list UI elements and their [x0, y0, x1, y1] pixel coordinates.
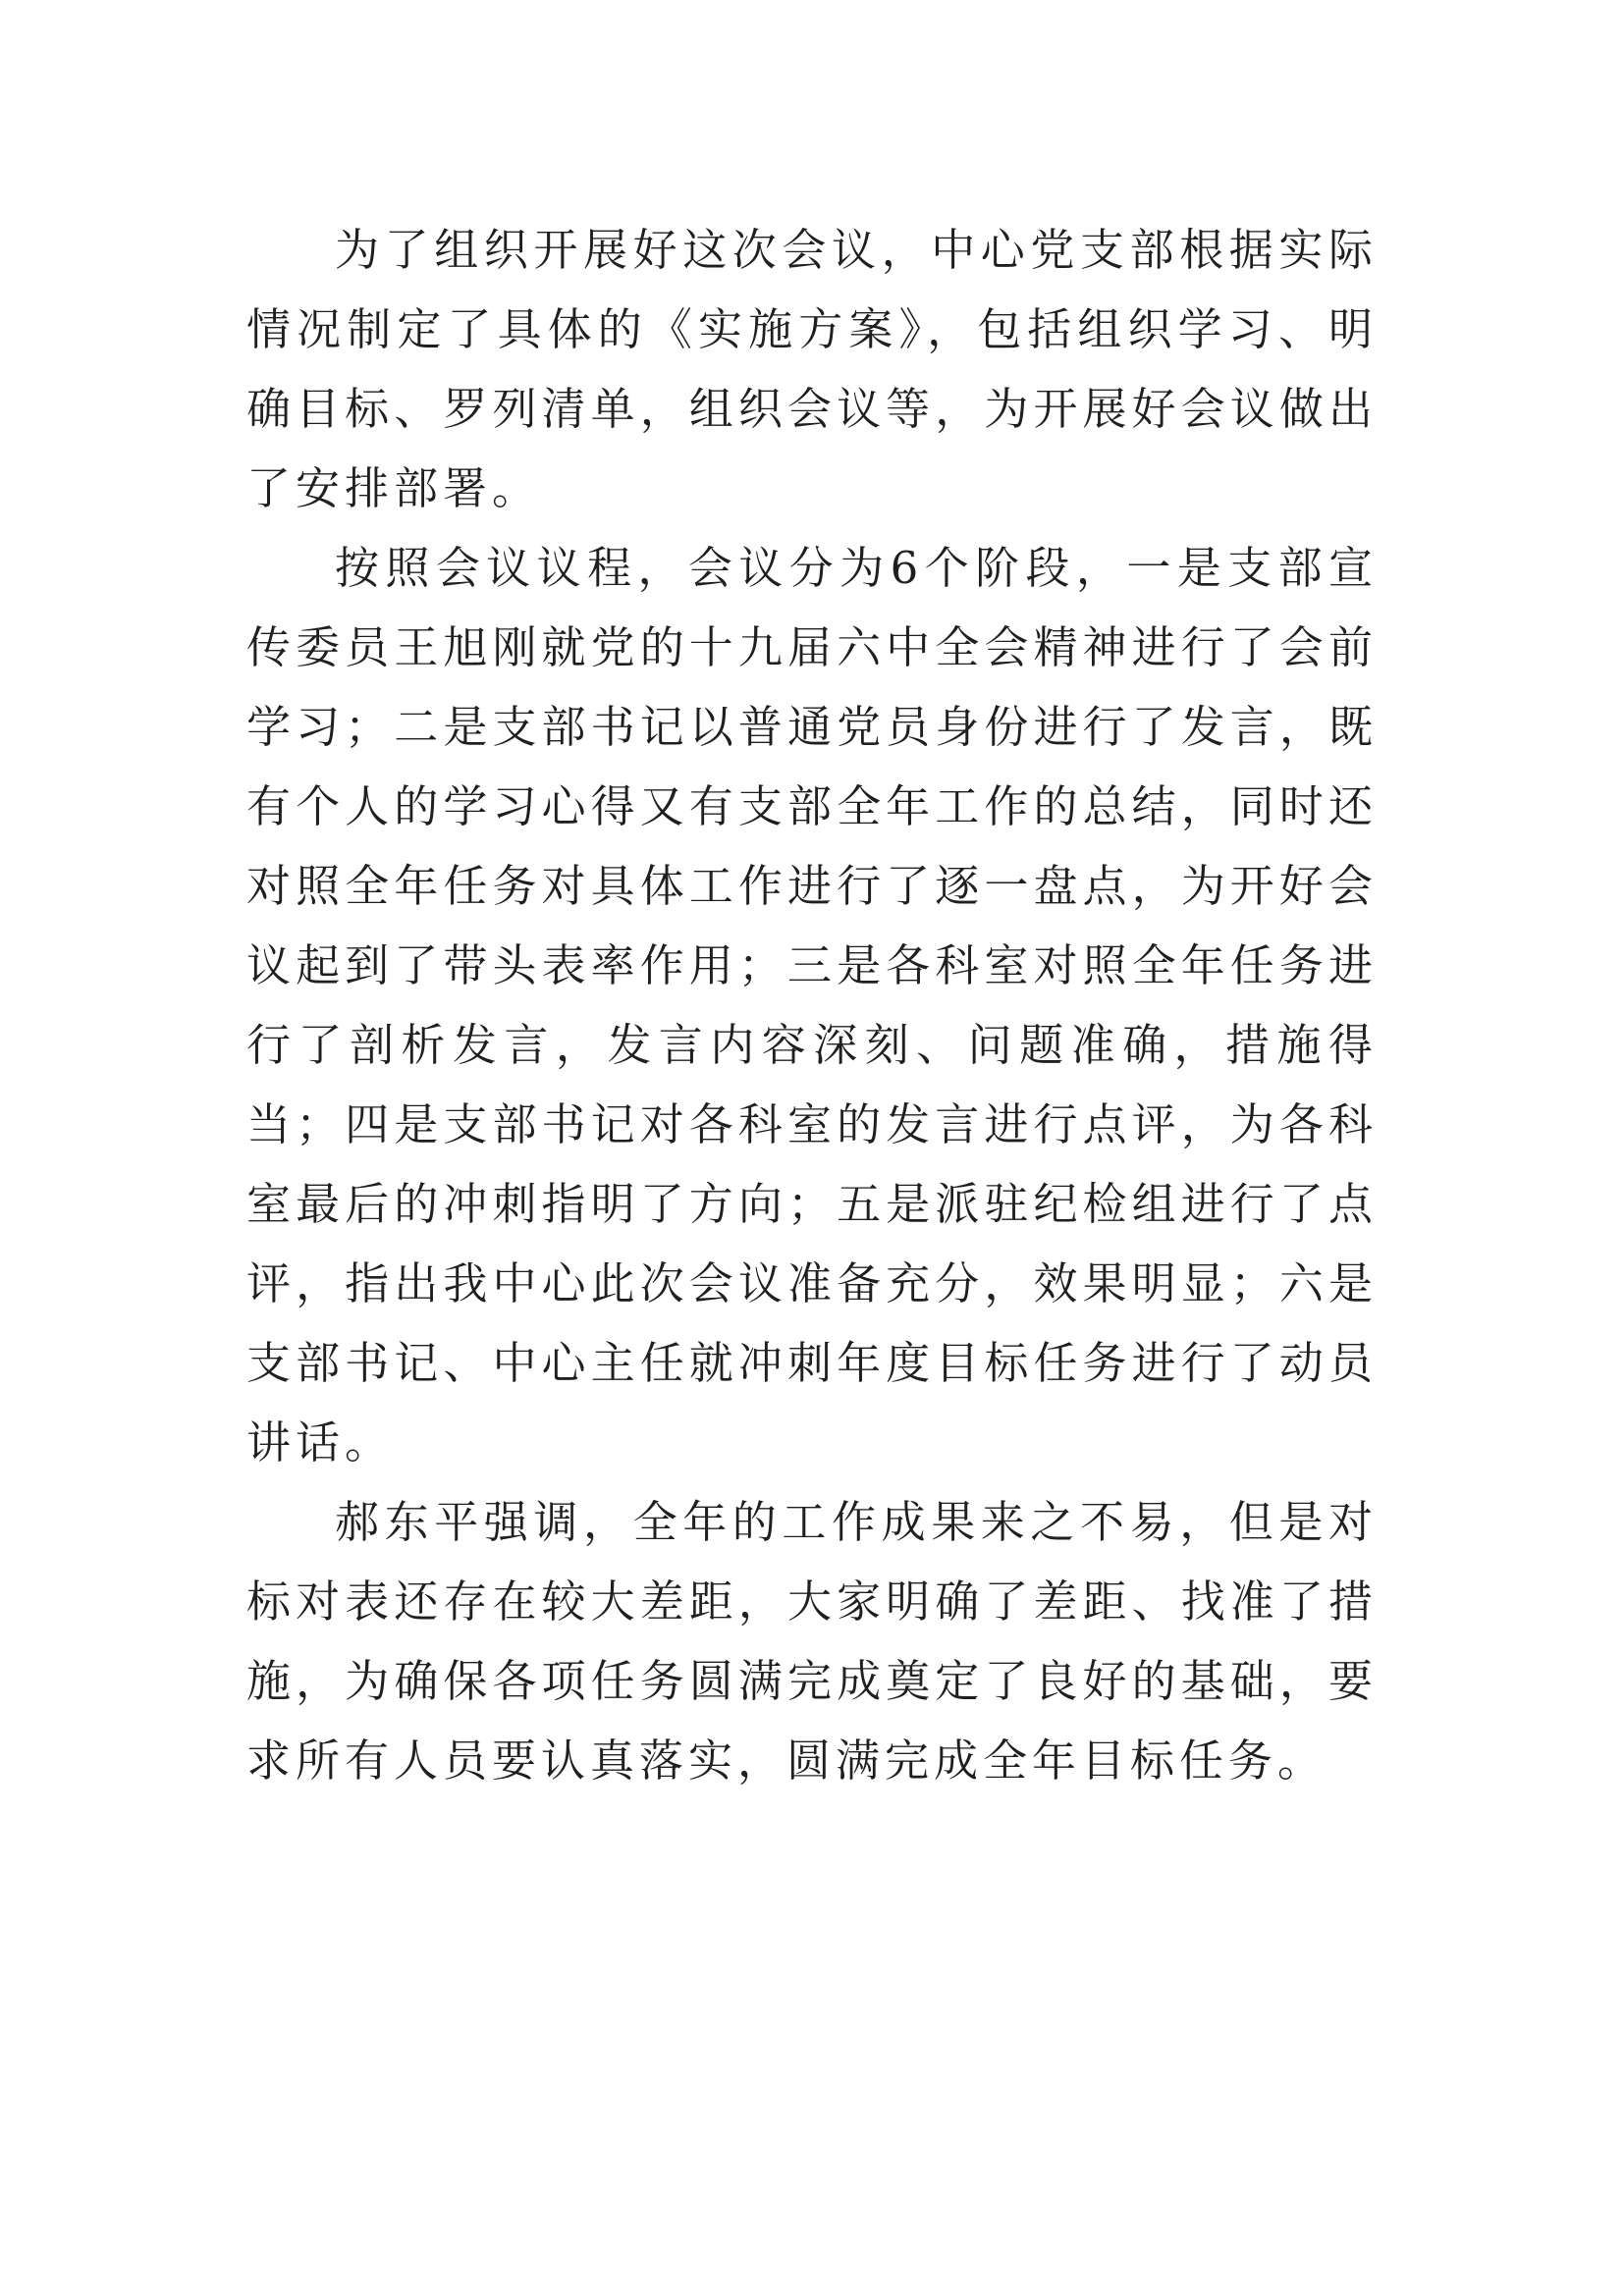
paragraph-conclusion: 郝东平强调，全年的工作成果来之不易，但是对标对表还存在较大差距，大家明确了差距、找准了措施，为确保各项任务圆满完成奠定了良好的基础，要求所有人员要认真落实，圆满完成全年目标任务。 [246, 1496, 1378, 1787]
document-body [246, 210, 1378, 1800]
paragraph-meeting-agenda: 按照会议议程，会议分为6个阶段，一是支部宣传委员王旭刚就党的十九届六中全会精神进行了会前学习；二是支部书记以普通党员身份进行了发言，既有个人的学习心得又有支部全年工作的总结，同时还对照全年任务对具体工作进行了逐一盘点，为开好会议起到了带头表率作用；三是各科室对照全年任务进行了剖析发言，发言内容深刻、问题准确，措施得当；四是支部书记对各科室的发言进行点评，为各科室最后的冲刺指明了方向；五是派驻纪检组进行了点评，指出我中心此次会议准备充分，效果明显；六是支部书记、中心主任就冲刺年度目标任务进行了动员讲话。 [246, 542, 1378, 1468]
paragraph-meeting-preparation: 为了组织开展好这次会议，中心党支部根据实际情况制定了具体的《实施方案》，包括组织学习、明确目标、罗列清单，组织会议等，为开展好会议做出了安排部署。 [246, 224, 1378, 514]
